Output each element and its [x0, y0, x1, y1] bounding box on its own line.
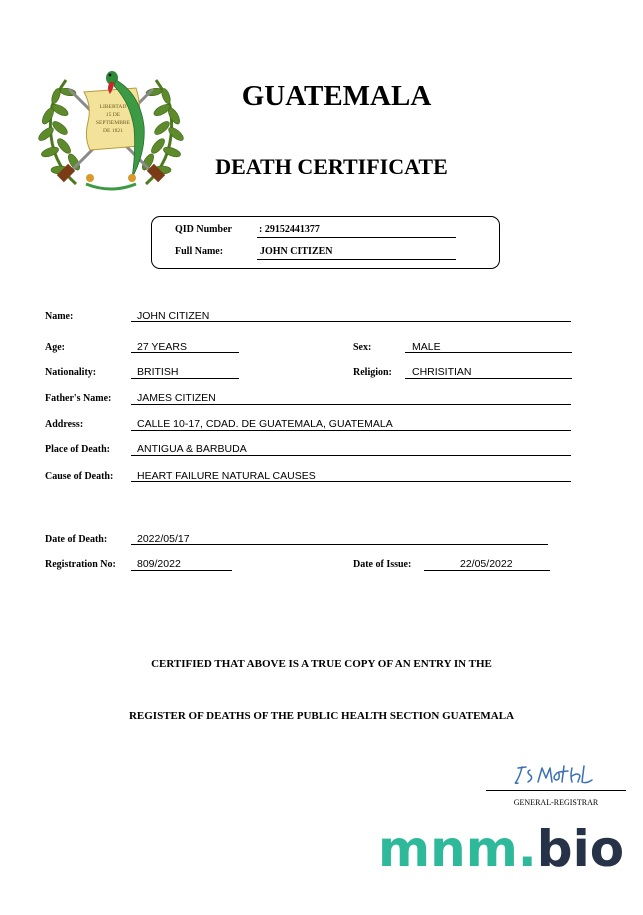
age-value: 27 YEARS: [137, 341, 188, 353]
address-value: CALLE 10-17, CDAD. DE GUATEMALA, GUATEMALA: [137, 418, 393, 430]
age-underline: [131, 352, 239, 353]
svg-text:DE 1821: DE 1821: [102, 128, 124, 134]
certification-line-1: CERTIFIED THAT ABOVE IS A TRUE COPY OF AN ENTRY IN THE: [151, 658, 492, 670]
document-title: DEATH CERTIFICATE: [215, 154, 448, 179]
certification-line-2: REGISTER OF DEATHS OF THE PUBLIC HEALTH SECTION GUATEMALA: [128, 710, 515, 722]
place-of-death-label: Place of Death:: [45, 444, 110, 455]
fullname-label: Full Name:: [175, 246, 224, 257]
watermark-logo: [378, 820, 624, 878]
svg-text:LIBERTAD: LIBERTAD: [99, 104, 127, 110]
cause-of-death-label: Cause of Death:: [45, 471, 114, 482]
address-label: Address:: [45, 419, 84, 430]
country-title: GUATEMALA: [241, 80, 432, 112]
signature-line: [486, 790, 626, 791]
name-value: JOHN CITIZEN: [137, 310, 210, 322]
name-label: Name:: [45, 311, 74, 322]
place-of-death-value: ANTIGUA & BARBUDA: [137, 443, 247, 455]
date-of-issue-underline: [424, 570, 550, 571]
religion-underline: [405, 378, 572, 379]
signatory-title: GENERAL-REGISTRAR: [513, 798, 599, 807]
sex-label: Sex:: [353, 342, 372, 353]
nationality-label: Nationality:: [45, 367, 97, 378]
place-of-death-underline: [131, 455, 571, 456]
handwritten-signature-icon: [512, 762, 596, 788]
date-of-death-label: Date of Death:: [45, 534, 108, 545]
date-of-issue-label: Date of Issue:: [353, 559, 412, 570]
sex-underline: [405, 352, 572, 353]
qid-value: : 29152441377: [259, 224, 320, 235]
father-label: Father's Name:: [45, 393, 112, 404]
date-of-death-underline: [131, 544, 548, 545]
registration-label: Registration No:: [45, 559, 116, 570]
father-underline: [131, 404, 571, 405]
nationality-value: BRITISH: [137, 366, 179, 378]
registration-underline: [131, 570, 232, 571]
sex-value: MALE: [412, 341, 441, 353]
qid-label: QID Number: [175, 224, 232, 235]
svg-text:15 DE: 15 DE: [105, 112, 121, 118]
fullname-underline: [257, 259, 456, 260]
fullname-value: JOHN CITIZEN: [260, 246, 333, 257]
address-underline: [131, 430, 571, 431]
watermark-part-2: bio: [536, 820, 625, 878]
registration-value: 809/2022: [137, 558, 181, 570]
religion-label: Religion:: [353, 367, 392, 378]
age-label: Age:: [45, 342, 65, 353]
father-value: JAMES CITIZEN: [137, 392, 216, 404]
nationality-underline: [131, 378, 239, 379]
date-of-death-value: 2022/05/17: [137, 533, 190, 545]
cause-of-death-value: HEART FAILURE NATURAL CAUSES: [137, 470, 316, 482]
religion-value: CHRISITIAN: [412, 366, 472, 378]
watermark-part-1: mnm.: [378, 820, 537, 878]
svg-text:SEPTIEMBRE: SEPTIEMBRE: [95, 120, 131, 126]
name-underline: [131, 321, 571, 322]
date-of-issue-value: 22/05/2022: [460, 558, 513, 570]
cause-of-death-underline: [131, 481, 571, 482]
qid-underline: [257, 237, 456, 238]
